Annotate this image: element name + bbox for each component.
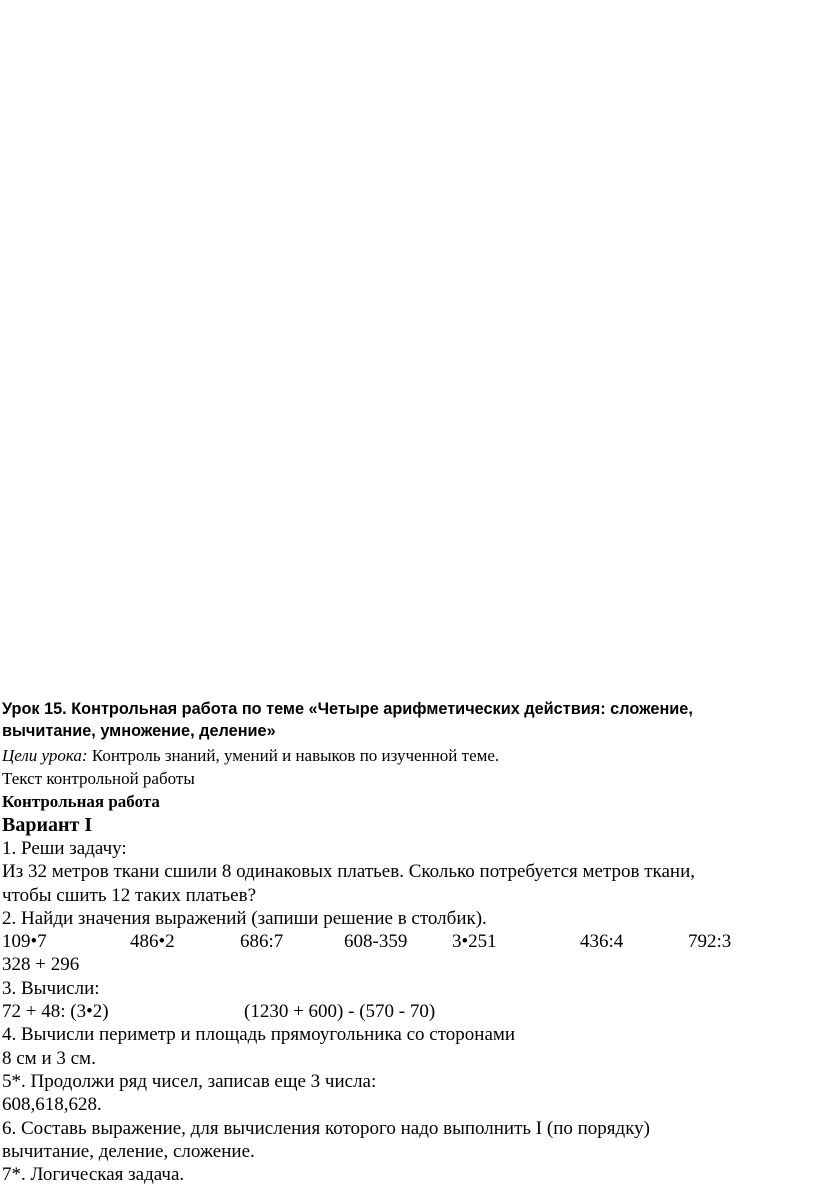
expression: 686:7 — [240, 931, 284, 953]
test-text-label: Текст контрольной работы — [2, 769, 195, 788]
task1-line-1: Из 32 метров ткани сшили 8 одинаковых платьев. Сколько потребуется метров ткани, — [2, 861, 695, 883]
expression: 486•2 — [130, 931, 175, 953]
goals-label: Цели урока: — [2, 746, 88, 765]
test-heading: Контрольная работа — [2, 792, 160, 811]
expression: 109•7 — [2, 931, 47, 953]
task5-line-2: 608,618,628. — [2, 1094, 102, 1116]
task6-line-2: вычитание, деление, сложение. — [2, 1140, 255, 1162]
expression: 3•251 — [452, 931, 497, 953]
task1-line-2: чтобы сшить 12 таких платьев? — [2, 884, 257, 906]
document-body — [2, 698, 812, 1186]
task4-line-1: 4. Вычисли периметр и площадь прямоугольника со сторонами — [2, 1024, 516, 1046]
task1-header: 1. Реши задачу: — [2, 838, 127, 859]
task5-line-1: 5*. Продолжи ряд чисел, записав еще 3 числа: — [2, 1070, 377, 1092]
task2-header: 2. Найди значения выражений (запиши решение в столбик). — [2, 907, 487, 929]
lesson-title-line-2: вычитание, умножение, деление» — [2, 722, 276, 740]
variant-heading: Вариант I — [2, 814, 93, 836]
lesson-goals — [2, 744, 812, 767]
expression: 72 + 48: (3•2) — [2, 1001, 109, 1023]
expression: 792:3 — [688, 931, 732, 953]
goals-text: Контроль знаний, умений и навыков по изученной теме. — [87, 746, 500, 765]
expression: 608-359 — [344, 931, 408, 953]
task4-line-2: 8 см и 3 см. — [2, 1047, 96, 1069]
task2-expressions-row — [2, 930, 812, 953]
task6-line-1: 6. Составь выражение, для вычисления которого надо выполнить I (по порядку) — [2, 1117, 650, 1139]
task2-last-expression: 328 + 296 — [2, 954, 80, 976]
task3-header: 3. Вычисли: — [2, 977, 100, 999]
expression: 436:4 — [580, 931, 624, 953]
task3-expressions-row — [2, 1000, 812, 1023]
lesson-title-line-1: Урок 15. Контрольная работа по теме «Четыре арифметических действия: сложение, — [2, 700, 693, 718]
task7-line-1: 7*. Логическая задача. — [2, 1164, 185, 1186]
expression: (1230 + 600) - (570 - 70) — [244, 1001, 436, 1023]
